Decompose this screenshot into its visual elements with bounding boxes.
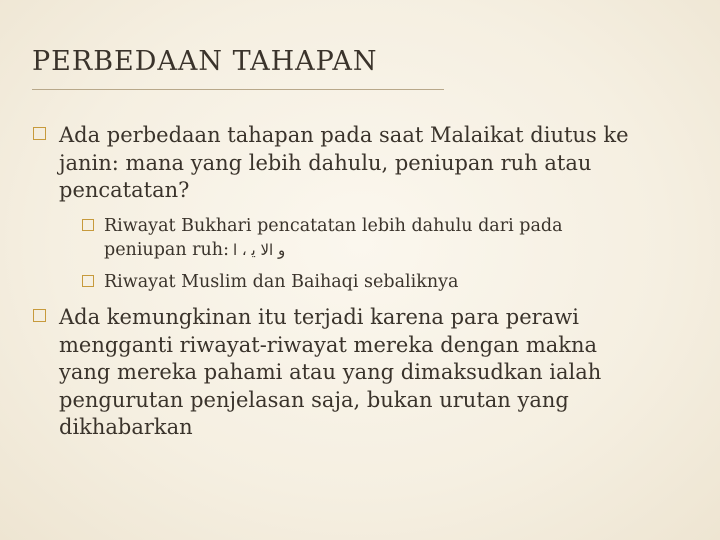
square-bullet-icon xyxy=(82,219,94,231)
bullet-2-line-5: dikhabarkan xyxy=(59,415,193,439)
bullet-1-line-1: Ada perbedaan tahapan pada saat Malaikat diutus ke xyxy=(59,123,629,147)
subbullet-item-1 xyxy=(104,214,563,262)
bullet-2-line-2: mengganti riwayat-riwayat mereka dengan makna xyxy=(59,332,598,357)
subbullet-item-2 xyxy=(104,270,458,294)
bullet-item-1 xyxy=(59,122,629,205)
arabic-text: ﻭ ﺍﻻ ﻳ ، ﺍ xyxy=(232,241,286,259)
square-bullet-icon xyxy=(33,309,46,322)
subbullet-1-line-2-text: peniupan ruh: xyxy=(104,240,229,260)
subbullet-1-line-2 xyxy=(104,238,563,262)
square-bullet-icon xyxy=(33,127,46,140)
title-underline xyxy=(32,89,444,90)
subbullet-2-line-1: Riwayat Muslim dan Baihaqi sebaliknya xyxy=(104,272,459,292)
slide-title: PERBEDAAN TAHAPAN xyxy=(32,46,378,77)
bullet-2-line-1: Ada kemungkinan itu terjadi karena para perawi xyxy=(59,305,579,329)
square-bullet-icon xyxy=(82,275,94,287)
bullet-2-line-4: pengurutan penjelasan saja, bukan urutan yang xyxy=(59,387,569,412)
bullet-item-2 xyxy=(59,304,601,442)
bullet-2-line-3: yang mereka pahami atau yang dimaksudkan ialah xyxy=(59,360,602,384)
bullet-1-line-2: janin: mana yang lebih dahulu, peniupan ruh atau xyxy=(59,150,592,175)
bullet-1-line-3: pencatatan? xyxy=(59,178,190,202)
subbullet-1-line-1: Riwayat Bukhari pencatatan lebih dahulu dari pada xyxy=(104,216,563,236)
